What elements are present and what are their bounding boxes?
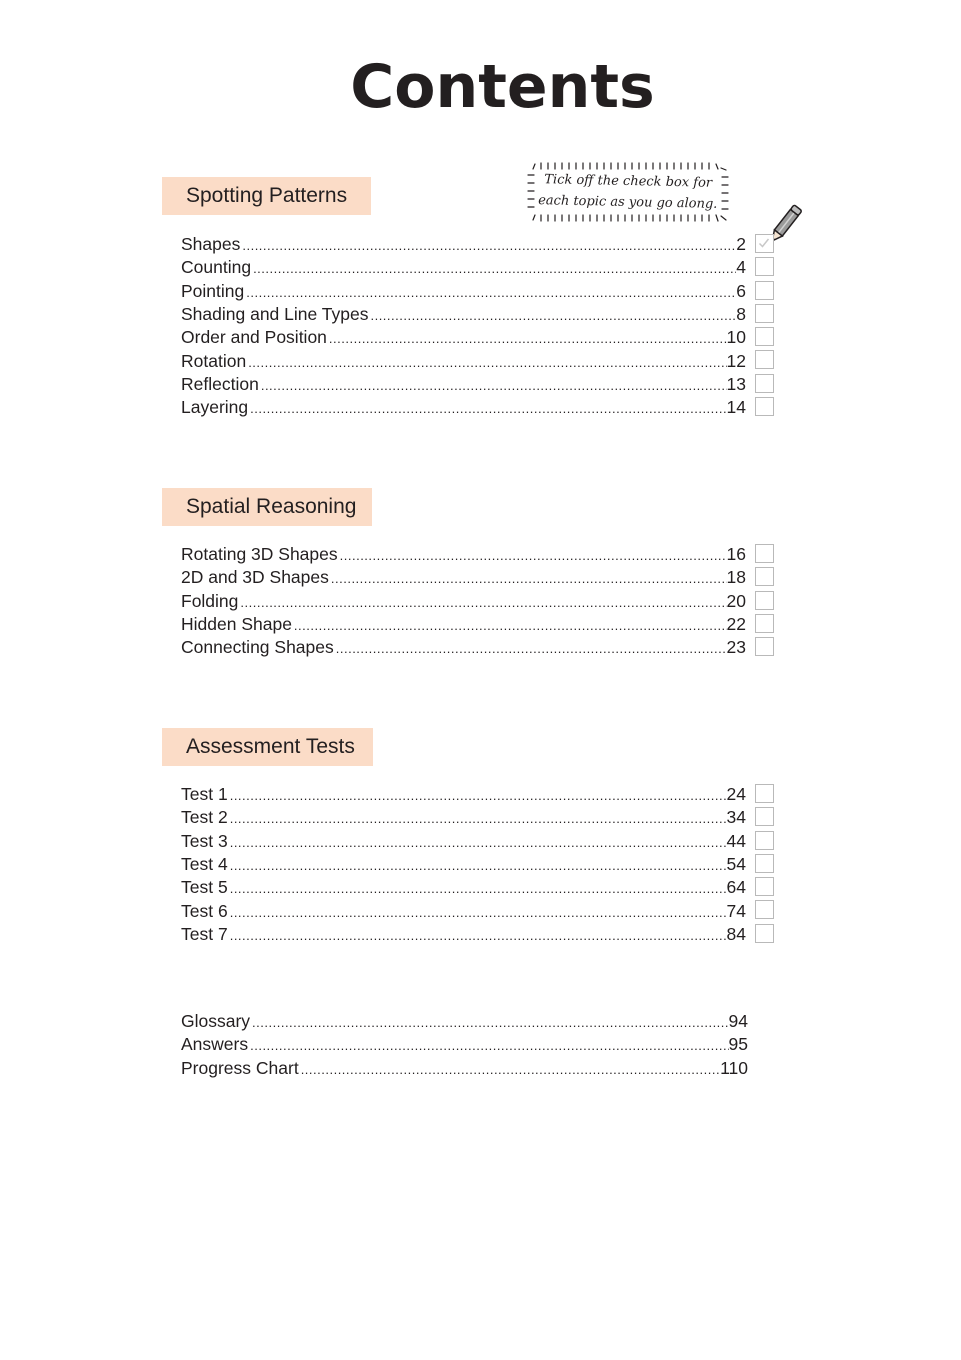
page-number: 14 bbox=[726, 397, 746, 418]
section-heading-assessment-tests: Assessment Tests bbox=[162, 728, 373, 766]
checkbox-layering[interactable] bbox=[755, 397, 774, 416]
section-heading-spatial-reasoning: Spatial Reasoning bbox=[162, 488, 372, 526]
toc-row bbox=[181, 280, 781, 303]
toc-list-assessment-tests bbox=[181, 783, 781, 946]
toc-link-glossary[interactable]: Glossary bbox=[181, 1011, 251, 1032]
page-number: 2 bbox=[736, 234, 746, 255]
leader-dots bbox=[250, 1038, 728, 1053]
page-number: 110 bbox=[720, 1057, 748, 1078]
page-number: 23 bbox=[726, 637, 746, 658]
leader-dots bbox=[230, 905, 727, 920]
checkbox-2d-and-3d-shapes[interactable] bbox=[755, 567, 774, 586]
leader-dots bbox=[329, 331, 727, 346]
page-number: 54 bbox=[726, 854, 746, 875]
checkbox-test-3[interactable] bbox=[755, 831, 774, 850]
toc-row bbox=[181, 303, 781, 326]
checkbox-shapes[interactable] bbox=[755, 234, 774, 253]
toc-link-2d-and-3d-shapes[interactable]: 2D and 3D Shapes bbox=[181, 567, 329, 588]
page-number: 94 bbox=[728, 1011, 748, 1032]
toc-link-reflection[interactable]: Reflection bbox=[181, 373, 259, 394]
toc-link-test-7[interactable]: Test 7 bbox=[181, 923, 228, 944]
leader-dots bbox=[294, 618, 727, 633]
leader-dots bbox=[230, 788, 727, 803]
checkbox-order-and-position[interactable] bbox=[755, 327, 774, 346]
toc-row bbox=[181, 590, 781, 613]
page-number: 95 bbox=[728, 1034, 748, 1055]
page-number: 84 bbox=[726, 923, 746, 944]
toc-link-rotation[interactable]: Rotation bbox=[181, 350, 247, 371]
checkbox-test-2[interactable] bbox=[755, 807, 774, 826]
checkbox-test-6[interactable] bbox=[755, 900, 774, 919]
leader-dots bbox=[230, 835, 727, 850]
checkbox-test-1[interactable] bbox=[755, 784, 774, 803]
checkbox-test-7[interactable] bbox=[755, 924, 774, 943]
toc-link-folding[interactable]: Folding bbox=[181, 590, 239, 611]
leader-dots bbox=[301, 1062, 720, 1077]
toc-link-progress-chart[interactable]: Progress Chart bbox=[181, 1057, 299, 1078]
toc-link-answers[interactable]: Answers bbox=[181, 1034, 249, 1055]
toc-list-extras bbox=[181, 1010, 781, 1080]
leader-dots bbox=[370, 308, 736, 323]
page-number: 44 bbox=[726, 830, 746, 851]
toc-link-test-2[interactable]: Test 2 bbox=[181, 807, 228, 828]
page-number: 12 bbox=[726, 350, 746, 371]
toc-link-test-4[interactable]: Test 4 bbox=[181, 854, 228, 875]
page-title: Contents bbox=[350, 52, 655, 122]
toc-row bbox=[181, 830, 781, 853]
toc-link-hidden-shape[interactable]: Hidden Shape bbox=[181, 614, 292, 635]
leader-dots bbox=[230, 928, 727, 943]
checkbox-shading-and-line-types[interactable] bbox=[755, 304, 774, 323]
toc-row bbox=[181, 806, 781, 829]
toc-row bbox=[181, 349, 781, 372]
checkbox-reflection[interactable] bbox=[755, 374, 774, 393]
leader-dots bbox=[230, 881, 727, 896]
toc-row bbox=[181, 613, 781, 636]
leader-dots bbox=[340, 548, 727, 563]
page-number: 74 bbox=[726, 900, 746, 921]
toc-link-shapes[interactable]: Shapes bbox=[181, 234, 241, 255]
toc-link-test-5[interactable]: Test 5 bbox=[181, 877, 228, 898]
checkbox-counting[interactable] bbox=[755, 257, 774, 276]
page-number: 34 bbox=[726, 807, 746, 828]
toc-link-shading-and-line-types[interactable]: Shading and Line Types bbox=[181, 304, 369, 325]
leader-dots bbox=[242, 238, 736, 253]
leader-dots bbox=[253, 261, 736, 276]
page-number: 22 bbox=[726, 614, 746, 635]
toc-row bbox=[181, 326, 781, 349]
checkbox-rotation[interactable] bbox=[755, 350, 774, 369]
toc-link-pointing[interactable]: Pointing bbox=[181, 280, 245, 301]
leader-dots bbox=[250, 401, 726, 416]
leader-dots bbox=[248, 355, 726, 370]
toc-link-connecting-shapes[interactable]: Connecting Shapes bbox=[181, 637, 334, 658]
checkbox-pointing[interactable] bbox=[755, 281, 774, 300]
toc-list-spotting-patterns bbox=[181, 233, 781, 419]
leader-dots bbox=[246, 285, 736, 300]
leader-dots bbox=[331, 571, 727, 586]
toc-row bbox=[181, 853, 781, 876]
toc-row bbox=[181, 233, 781, 256]
toc-row bbox=[181, 899, 781, 922]
toc-row bbox=[181, 1033, 781, 1056]
toc-link-test-1[interactable]: Test 1 bbox=[181, 784, 228, 805]
instruction-note bbox=[527, 160, 729, 224]
toc-row bbox=[181, 783, 781, 806]
checkbox-hidden-shape[interactable] bbox=[755, 614, 774, 633]
toc-link-rotating-3d-shapes[interactable]: Rotating 3D Shapes bbox=[181, 544, 338, 565]
page-number: 64 bbox=[726, 877, 746, 898]
toc-row bbox=[181, 1057, 781, 1080]
toc-link-test-6[interactable]: Test 6 bbox=[181, 900, 228, 921]
toc-link-counting[interactable]: Counting bbox=[181, 257, 252, 278]
page-number: 24 bbox=[726, 784, 746, 805]
page-number: 20 bbox=[726, 590, 746, 611]
leader-dots bbox=[230, 811, 727, 826]
toc-row bbox=[181, 1010, 781, 1033]
leader-dots bbox=[336, 641, 727, 656]
page-number: 4 bbox=[736, 257, 746, 278]
toc-link-test-3[interactable]: Test 3 bbox=[181, 830, 228, 851]
leader-dots bbox=[261, 378, 727, 393]
section-heading-spotting-patterns: Spotting Patterns bbox=[162, 177, 371, 215]
page-number: 16 bbox=[726, 544, 746, 565]
toc-row bbox=[181, 373, 781, 396]
page-number: 18 bbox=[726, 567, 746, 588]
toc-row bbox=[181, 636, 781, 659]
checkbox-connecting-shapes[interactable] bbox=[755, 637, 774, 656]
instruction-text bbox=[527, 169, 730, 215]
leader-dots bbox=[230, 858, 727, 873]
checkbox-test-4[interactable] bbox=[755, 854, 774, 873]
page-number: 6 bbox=[736, 280, 746, 301]
toc-row bbox=[181, 566, 781, 589]
toc-row bbox=[181, 876, 781, 899]
toc-link-layering[interactable]: Layering bbox=[181, 397, 249, 418]
page-number: 10 bbox=[726, 327, 746, 348]
toc-row bbox=[181, 396, 781, 419]
instruction-line-1: Tick off the check box for bbox=[544, 172, 713, 191]
leader-dots bbox=[252, 1015, 728, 1030]
toc-list-spatial-reasoning bbox=[181, 543, 781, 659]
checkbox-rotating-3d-shapes[interactable] bbox=[755, 544, 774, 563]
toc-row bbox=[181, 923, 781, 946]
checkbox-folding[interactable] bbox=[755, 591, 774, 610]
instruction-line-2: each topic as you go along. bbox=[538, 193, 718, 212]
leader-dots bbox=[240, 595, 726, 610]
checkmark-icon bbox=[758, 237, 770, 249]
page-number: 13 bbox=[726, 373, 746, 394]
toc-row bbox=[181, 543, 781, 566]
page-number: 8 bbox=[736, 304, 746, 325]
checkbox-test-5[interactable] bbox=[755, 877, 774, 896]
toc-row bbox=[181, 256, 781, 279]
toc-link-order-and-position[interactable]: Order and Position bbox=[181, 327, 327, 348]
